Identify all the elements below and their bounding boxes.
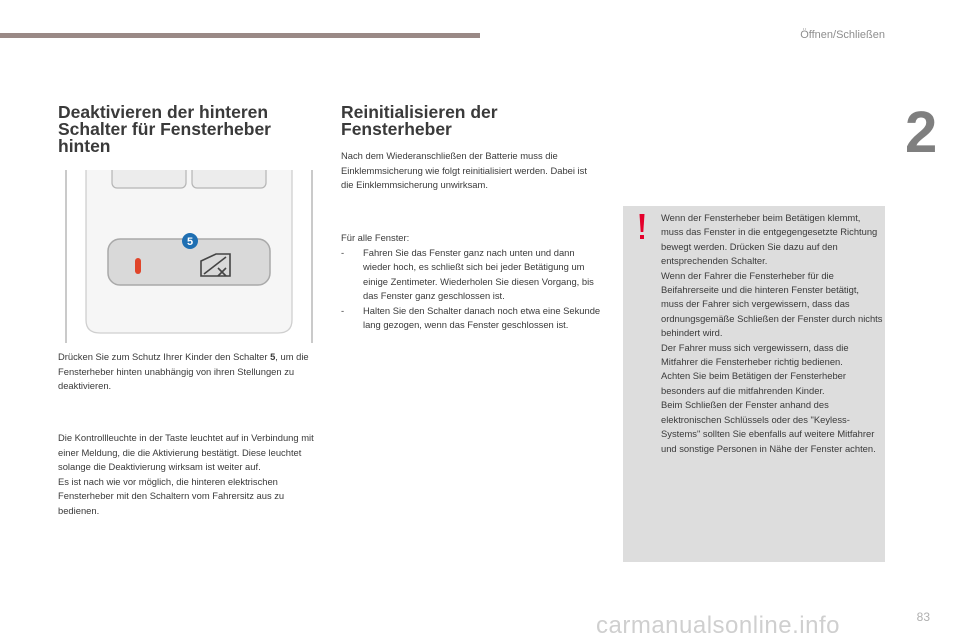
procedure-steps [341, 246, 601, 333]
left-paragraph-1-start: Drücken Sie zum Schutz Ihrer Kinder den Schalter [58, 351, 271, 362]
middle-heading: Reinitialisieren der Fensterheber [341, 102, 498, 139]
procedure-step: - Halten Sie den Schalter danach noch etwa eine Sekunde lang gezogen, wenn das Fenster geschlossen ist. [341, 304, 601, 333]
warning-paragraph: Wenn der Fahrer die Fensterheber für die Beifahrerseite und die hinteren Fenster betätigt, muss der Fahrer sich vergewissern, dass das ordnungsgemäße Schließen der Fenster durch nichts behindert wird. [661, 269, 883, 339]
indicator-light-text: Die Kontrollleuchte in der Taste leuchtet auf in Verbindung mit einer Meldung, die die Aktivierung bestätigt. Diese leuchtet solange die Deaktivierung wirksam ist weiter auf. [58, 432, 314, 472]
exclamation-icon [637, 214, 647, 242]
warning-box [623, 206, 885, 562]
section-label: Öffnen/Schließen [800, 29, 885, 41]
top-accent-bar [0, 33, 480, 38]
driver-control-text: Es ist nach wie vor möglich, die hinteren elektrischen Fensterheber mit den Schaltern vom Fahrersitz aus zu bedienen. [58, 475, 285, 516]
middle-intro: Nach dem Wiederanschließen der Batterie muss die Einklemmsicherung wie folgt reinitialisiert werden. Dabei ist die Einklemmsicherung unwirksam. [341, 150, 587, 190]
procedure-step: - Fahren Sie das Fenster ganz nach unten und dann wieder hoch, es schließt sich bei jeder Betätigung um einige Zentimeter. Wiederholen Sie diesen Vorgang, bis das Fenster ganz geschlossen ist. [341, 246, 601, 304]
warning-paragraph: Wenn der Fensterheber beim Betätigen klemmt, muss das Fenster in die entgegengesetzte Richtung bewegt werden. Drücken Sie dazu auf den entsprechenden Schalter. [661, 212, 878, 267]
left-paragraph-1-end: , um die Fensterheber hinten unabhängig von ihren Stellungen zu deaktivieren. [58, 351, 309, 391]
window-switch-panel-illustration [60, 170, 320, 343]
page-number: 83 [916, 610, 930, 624]
left-heading: Deaktivieren der hinteren Schalter für Fensterheber hinten [58, 102, 271, 156]
list-title: Für alle Fenster: [341, 232, 410, 243]
middle-procedure [341, 231, 601, 333]
switch-number-ref: 5 [270, 351, 276, 362]
chapter-number: 2 [905, 100, 938, 165]
upper-switch-right [192, 170, 266, 188]
warning-paragraph: Beim Schließen der Fenster anhand des elektronischen Schlüssels oder des "Keyless-Systems" sollten Sie ebenfalls auf weitere Mitfahrer und sonstige Personen in Nähe der Fenster achten. [661, 399, 876, 454]
left-paragraph-2 [58, 431, 318, 518]
watermark: carmanualsonline.info [596, 612, 840, 639]
warning-text [661, 211, 883, 456]
warning-paragraph: Der Fahrer muss sich vergewissern, dass die Mitfahrer die Fensterheber richtig bedienen. [661, 341, 849, 368]
left-paragraph-1 [58, 350, 318, 394]
callout-5-label: 5 [186, 236, 194, 248]
upper-switch-left [112, 170, 186, 188]
warning-paragraph: Achten Sie beim Betätigen der Fensterheber besonders auf die mitfahrenden Kinder. [661, 370, 847, 396]
indicator-led [135, 258, 141, 274]
